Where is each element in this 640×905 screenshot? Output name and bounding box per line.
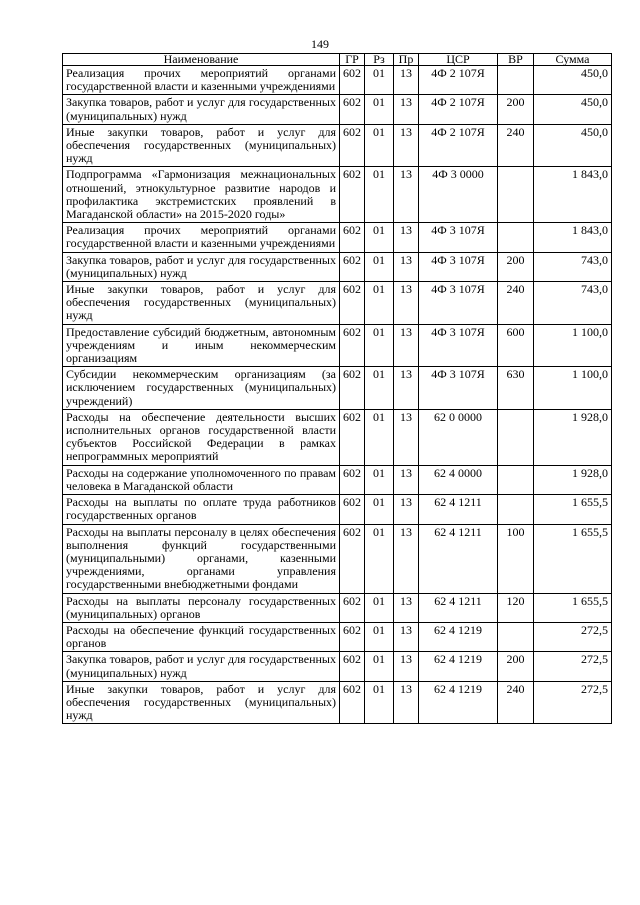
row-name-cell: Расходы на обеспечение деятельности высших исполнительных органов государственной власти субъектов Российской Федерации в рамках непрограммных мероприятий	[63, 409, 340, 465]
row-pr-cell: 13	[394, 124, 419, 167]
page-number: 149	[311, 37, 329, 51]
row-csr-cell: 4Ф 3 107Я	[419, 367, 498, 410]
row-pr-cell: 13	[394, 409, 419, 465]
row-rz-cell: 01	[365, 95, 394, 124]
row-gr-cell: 602	[340, 124, 365, 167]
row-csr-cell: 4Ф 3 107Я	[419, 324, 498, 367]
row-gr-cell: 602	[340, 223, 365, 252]
row-csr-cell: 4Ф 3 107Я	[419, 223, 498, 252]
row-name-cell: Предоставление субсидий бюджетным, автономным учреждениям и иным некоммерческим организациям	[63, 324, 340, 367]
table-row	[63, 167, 612, 223]
row-sum-cell: 1 655,5	[534, 524, 612, 593]
row-csr-cell: 4Ф 2 107Я	[419, 124, 498, 167]
row-pr-cell: 13	[394, 593, 419, 622]
row-gr-cell: 602	[340, 622, 365, 651]
row-sum-cell: 1 655,5	[534, 495, 612, 524]
row-sum-cell: 450,0	[534, 95, 612, 124]
row-sum-cell: 272,5	[534, 681, 612, 724]
row-name-cell: Расходы на обеспечение функций государственных органов	[63, 622, 340, 651]
row-sum-cell: 272,5	[534, 652, 612, 681]
row-vr-cell: 100	[498, 524, 534, 593]
table-row	[63, 681, 612, 724]
row-rz-cell: 01	[365, 681, 394, 724]
header-gr: ГР	[340, 54, 365, 66]
table-row	[63, 652, 612, 681]
table-row	[63, 524, 612, 593]
row-csr-cell: 4Ф 3 107Я	[419, 282, 498, 325]
row-csr-cell: 62 4 1211	[419, 593, 498, 622]
row-vr-cell: 600	[498, 324, 534, 367]
row-sum-cell: 1 843,0	[534, 167, 612, 223]
row-rz-cell: 01	[365, 465, 394, 494]
row-csr-cell: 62 4 1211	[419, 495, 498, 524]
row-rz-cell: 01	[365, 252, 394, 281]
row-vr-cell	[498, 622, 534, 651]
row-pr-cell: 13	[394, 223, 419, 252]
row-vr-cell	[498, 66, 534, 95]
row-sum-cell: 1 928,0	[534, 465, 612, 494]
row-pr-cell: 13	[394, 95, 419, 124]
row-vr-cell: 240	[498, 681, 534, 724]
row-name-cell: Иные закупки товаров, работ и услуг для обеспечения государственных (муниципальных) нужд	[63, 282, 340, 325]
row-vr-cell	[498, 223, 534, 252]
table-row	[63, 282, 612, 325]
row-csr-cell: 62 4 1219	[419, 681, 498, 724]
row-sum-cell: 1 100,0	[534, 367, 612, 410]
header-csr: ЦСР	[419, 54, 498, 66]
row-vr-cell: 630	[498, 367, 534, 410]
row-name-cell: Расходы на выплаты по оплате труда работников государственных органов	[63, 495, 340, 524]
header-name: Наименование	[63, 54, 340, 66]
table-row	[63, 465, 612, 494]
row-vr-cell: 200	[498, 252, 534, 281]
row-rz-cell: 01	[365, 324, 394, 367]
row-name-cell: Подпрограмма «Гармонизация межнациональных отношений, этнокультурное развитие народов и профилактика экстремистских проявлений в Магаданской области» на 2015-2020 годы»	[63, 167, 340, 223]
row-gr-cell: 602	[340, 367, 365, 410]
row-csr-cell: 4Ф 3 0000	[419, 167, 498, 223]
row-vr-cell	[498, 167, 534, 223]
row-rz-cell: 01	[365, 593, 394, 622]
table-row	[63, 66, 612, 95]
row-sum-cell: 450,0	[534, 124, 612, 167]
row-name-cell: Расходы на содержание уполномоченного по правам человека в Магаданской области	[63, 465, 340, 494]
row-vr-cell: 200	[498, 95, 534, 124]
row-vr-cell: 240	[498, 124, 534, 167]
row-sum-cell: 1 655,5	[534, 593, 612, 622]
row-pr-cell: 13	[394, 167, 419, 223]
row-vr-cell	[498, 495, 534, 524]
row-name-cell: Субсидии некоммерческим организациям (за исключением государственных (муниципальных) учреждений)	[63, 367, 340, 410]
row-name-cell: Закупка товаров, работ и услуг для государственных (муниципальных) нужд	[63, 95, 340, 124]
row-rz-cell: 01	[365, 409, 394, 465]
table-row	[63, 124, 612, 167]
row-name-cell: Расходы на выплаты персоналу в целях обеспечения выполнения функций государственными (муниципальными) органами, казенными учреждениями, органами управления государственными внебюджетными фондами	[63, 524, 340, 593]
row-gr-cell: 602	[340, 681, 365, 724]
row-sum-cell: 1 100,0	[534, 324, 612, 367]
row-pr-cell: 13	[394, 367, 419, 410]
table-row	[63, 252, 612, 281]
table-header-row	[63, 54, 612, 66]
row-csr-cell: 4Ф 2 107Я	[419, 95, 498, 124]
row-pr-cell: 13	[394, 465, 419, 494]
row-pr-cell: 13	[394, 324, 419, 367]
row-rz-cell: 01	[365, 282, 394, 325]
row-gr-cell: 602	[340, 652, 365, 681]
table-row	[63, 495, 612, 524]
row-gr-cell: 602	[340, 66, 365, 95]
row-rz-cell: 01	[365, 652, 394, 681]
row-rz-cell: 01	[365, 124, 394, 167]
table-row	[63, 622, 612, 651]
row-pr-cell: 13	[394, 652, 419, 681]
header-sum: Сумма	[534, 54, 612, 66]
row-pr-cell: 13	[394, 495, 419, 524]
row-sum-cell: 450,0	[534, 66, 612, 95]
row-rz-cell: 01	[365, 66, 394, 95]
row-csr-cell: 62 4 1219	[419, 652, 498, 681]
row-rz-cell: 01	[365, 367, 394, 410]
row-name-cell: Расходы на выплаты персоналу государственных (муниципальных) органов	[63, 593, 340, 622]
row-name-cell: Закупка товаров, работ и услуг для государственных (муниципальных) нужд	[63, 652, 340, 681]
row-csr-cell: 4Ф 3 107Я	[419, 252, 498, 281]
row-sum-cell: 272,5	[534, 622, 612, 651]
header-pr: Пр	[394, 54, 419, 66]
row-gr-cell: 602	[340, 252, 365, 281]
row-rz-cell: 01	[365, 524, 394, 593]
table-row	[63, 367, 612, 410]
row-name-cell: Иные закупки товаров, работ и услуг для обеспечения государственных (муниципальных) нужд	[63, 681, 340, 724]
table-row	[63, 223, 612, 252]
row-rz-cell: 01	[365, 495, 394, 524]
row-gr-cell: 602	[340, 524, 365, 593]
row-gr-cell: 602	[340, 409, 365, 465]
table-row	[63, 95, 612, 124]
row-name-cell: Реализация прочих мероприятий органами государственной власти и казенными учреждениями	[63, 66, 340, 95]
row-sum-cell: 1 928,0	[534, 409, 612, 465]
row-vr-cell	[498, 409, 534, 465]
row-vr-cell	[498, 465, 534, 494]
row-name-cell: Закупка товаров, работ и услуг для государственных (муниципальных) нужд	[63, 252, 340, 281]
row-name-cell: Реализация прочих мероприятий органами государственной власти и казенными учреждениями	[63, 223, 340, 252]
row-gr-cell: 602	[340, 282, 365, 325]
row-csr-cell: 62 0 0000	[419, 409, 498, 465]
row-csr-cell: 62 4 1219	[419, 622, 498, 651]
row-vr-cell: 240	[498, 282, 534, 325]
header-rz: Рз	[365, 54, 394, 66]
table-row	[63, 324, 612, 367]
row-vr-cell: 120	[498, 593, 534, 622]
row-gr-cell: 602	[340, 593, 365, 622]
row-rz-cell: 01	[365, 167, 394, 223]
header-vr: ВР	[498, 54, 534, 66]
row-rz-cell: 01	[365, 622, 394, 651]
row-vr-cell: 200	[498, 652, 534, 681]
budget-table	[62, 53, 612, 724]
row-pr-cell: 13	[394, 524, 419, 593]
row-pr-cell: 13	[394, 622, 419, 651]
row-csr-cell: 62 4 1211	[419, 524, 498, 593]
table-row	[63, 409, 612, 465]
row-gr-cell: 602	[340, 495, 365, 524]
row-pr-cell: 13	[394, 66, 419, 95]
row-name-cell: Иные закупки товаров, работ и услуг для обеспечения государственных (муниципальных) нужд	[63, 124, 340, 167]
row-pr-cell: 13	[394, 681, 419, 724]
row-sum-cell: 1 843,0	[534, 223, 612, 252]
row-rz-cell: 01	[365, 223, 394, 252]
row-sum-cell: 743,0	[534, 252, 612, 281]
row-csr-cell: 62 4 0000	[419, 465, 498, 494]
row-gr-cell: 602	[340, 465, 365, 494]
row-pr-cell: 13	[394, 252, 419, 281]
table-row	[63, 593, 612, 622]
row-sum-cell: 743,0	[534, 282, 612, 325]
table-body	[63, 66, 612, 724]
row-gr-cell: 602	[340, 95, 365, 124]
row-csr-cell: 4Ф 2 107Я	[419, 66, 498, 95]
row-gr-cell: 602	[340, 167, 365, 223]
row-gr-cell: 602	[340, 324, 365, 367]
row-pr-cell: 13	[394, 282, 419, 325]
